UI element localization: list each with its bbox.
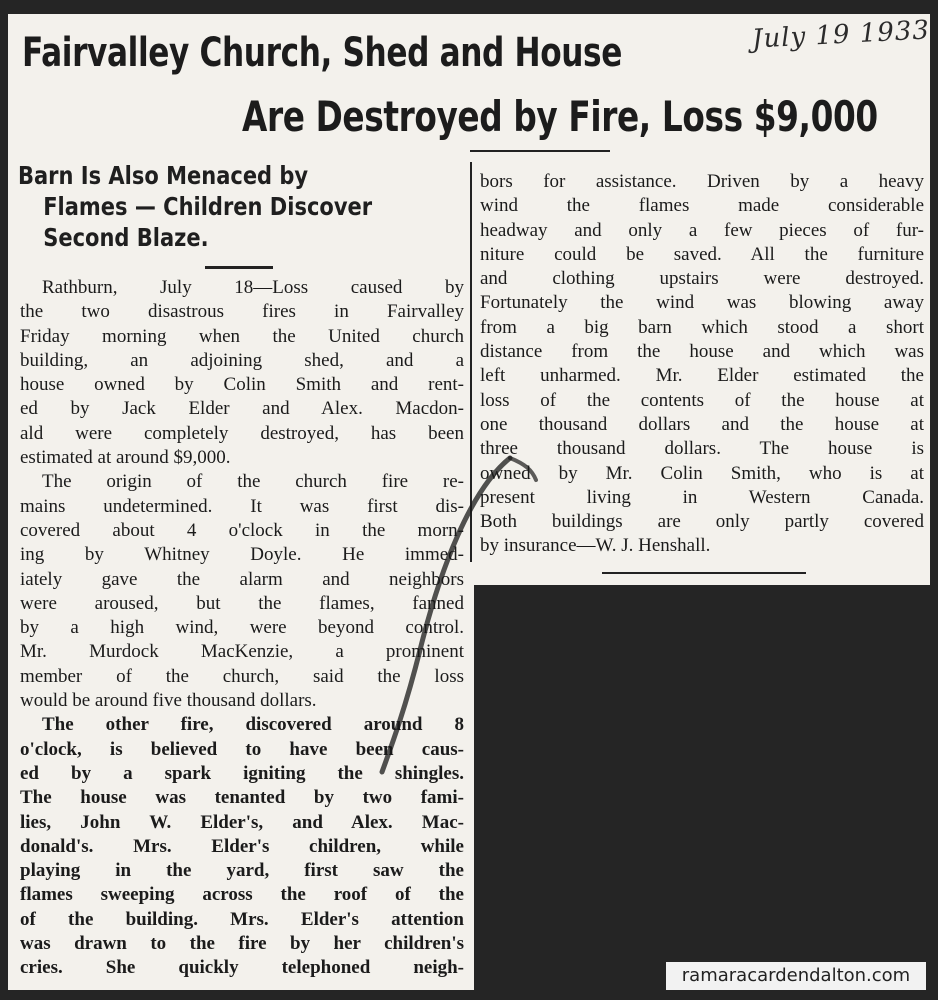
text-line: playing in the yard, first saw the: [20, 860, 464, 882]
headline-rule: [470, 150, 610, 152]
text-line: would be around five thousand dollars.: [20, 690, 317, 712]
text-line: bors for assistance. Driven by a heavy: [480, 171, 924, 192]
text-line: the two disastrous fires in Fairvalley: [20, 301, 464, 323]
text-line: loss of the contents of the house at: [480, 389, 924, 411]
website-watermark: ramaracardendalton.com: [666, 962, 926, 990]
text-line: were aroused, but the flames, fanned: [20, 592, 464, 614]
text-line: ald were completely destroyed, has been: [20, 422, 464, 444]
text-line: The house was tenanted by two fami-: [20, 787, 464, 809]
text-line: cries. She quickly telephoned neigh-: [20, 957, 464, 979]
text-line: building, an adjoining shed, and a: [20, 349, 464, 371]
scratch-mark: [360, 450, 560, 780]
text-line: from a big barn which stood a short: [480, 316, 924, 338]
text-line: The origin of the church fire re-: [42, 471, 464, 493]
text-line: Mr. Murdock MacKenzie, a prominent: [20, 641, 464, 663]
text-line: headway and only a few pieces of fur-: [480, 219, 924, 241]
text-line: house owned by Colin Smith and rent-: [20, 374, 464, 396]
text-line: Fortunately the wind was blowing away: [480, 292, 924, 314]
text-line: The other fire, discovered around 8: [42, 714, 464, 736]
headline-line-2: Are Destroyed by Fire, Loss $9,000: [242, 92, 878, 141]
subheadline-line-2: Flames — Children Discover: [43, 192, 373, 221]
article-end-rule: [602, 572, 806, 574]
headline-line-1: Fairvalley Church, Shed and House: [22, 30, 623, 76]
text-line: ing by Whitney Doyle. He immed-: [20, 544, 464, 566]
text-line: Both buildings are only partly covered: [480, 511, 924, 533]
text-line: member of the church, said the loss: [20, 665, 464, 687]
text-line: distance from the house and which was: [480, 341, 924, 363]
text-line: was drawn to the fire by her children's: [20, 933, 464, 955]
text-line: ed by Jack Elder and Alex. Macdon-: [20, 398, 464, 420]
text-line: niture could be saved. All the furniture: [480, 243, 924, 265]
text-line: Friday morning when the United church: [20, 325, 464, 347]
text-line: present living in Western Canada.: [480, 486, 924, 508]
text-line: lies, John W. Elder's, and Alex. Mac-: [20, 811, 464, 833]
subheadline: [18, 160, 466, 253]
text-line: Rathburn, July 18—Loss caused by: [42, 277, 464, 298]
subheadline-rule: [205, 266, 273, 269]
text-line: mains undetermined. It was first dis-: [20, 495, 464, 517]
text-line: owned by Mr. Colin Smith, who is at: [480, 462, 924, 484]
text-line: left unharmed. Mr. Elder estimated the: [480, 365, 924, 387]
text-line: covered about 4 o'clock in the morn-: [20, 519, 464, 541]
subheadline-line-3: Second Blaze.: [43, 223, 209, 252]
text-line: and clothing upstairs were destroyed.: [480, 268, 924, 290]
text-line: of the building. Mrs. Elder's attention: [20, 908, 464, 930]
handwritten-date: July 19 1933: [751, 15, 931, 55]
text-line: wind the flames made considerable: [480, 195, 924, 217]
text-line: flames sweeping across the roof of the: [20, 884, 464, 906]
subheadline-line-1: Barn Is Also Menaced by: [18, 161, 309, 190]
text-line: one thousand dollars and the house at: [480, 413, 924, 435]
text-line: iately gave the alarm and neighbors: [20, 568, 464, 590]
text-line: by a high wind, were beyond control.: [20, 617, 464, 639]
text-line: o'clock, is believed to have been caus-: [20, 738, 464, 760]
text-line: donald's. Mrs. Elder's children, while: [20, 835, 464, 857]
text-line: ed by a spark igniting the shingles.: [20, 762, 464, 784]
text-line: three thousand dollars. The house is: [480, 438, 924, 460]
text-line: estimated at around $9,000.: [20, 447, 231, 469]
text-line: by insurance—W. J. Henshall.: [480, 535, 711, 557]
